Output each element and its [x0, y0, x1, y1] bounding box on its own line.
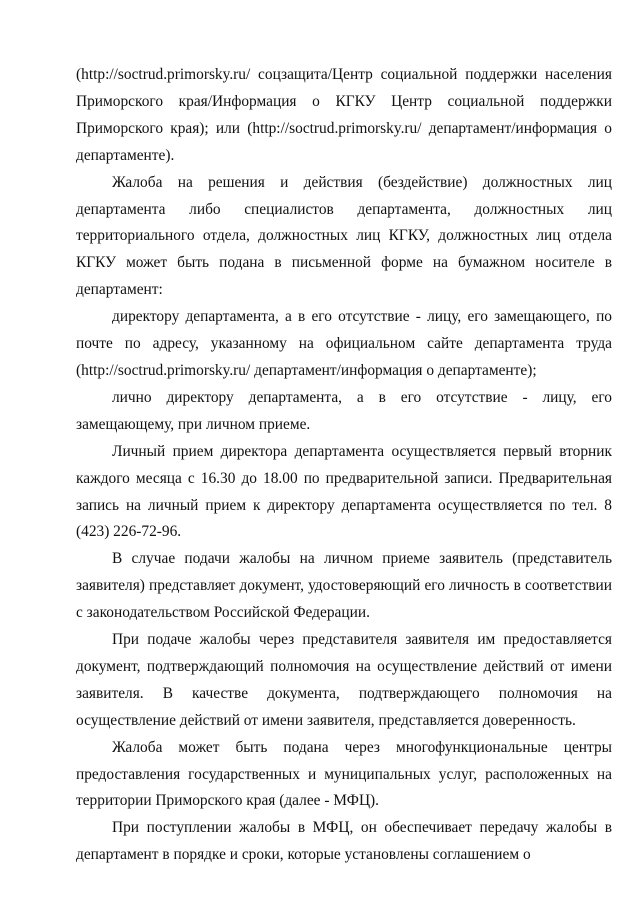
paragraph-mfc-transfer: При поступлении жалобы в МФЦ, он обеспечивает передачу жалобы в департамент в порядке и сроки, которые установлены соглашением о	[76, 819, 612, 864]
paragraph-complaint-written-form: Жалоба на решения и действия (бездействие) должностных лиц департамента либо специалистов департамента, должностных лиц территориального отдела, должностных лиц КГКУ, должностных лиц отдела КГКУ может быть подана в письменной форме на бумажном носителе в департамент:	[76, 173, 612, 299]
paragraph-mfc-submission: Жалоба может быть подана через многофункциональные центры предоставления государственных и муниципальных услуг, расположенных на территории Приморского края (далее - МФЦ).	[76, 738, 612, 810]
paragraph-representative-authority: При подаче жалобы через представителя заявителя им предоставляется документ, подтверждающий полномочия на осуществление действий от имени заявителя. В качестве документа, подтверждающего полномочия на осуществление действий от имени заявителя, представляется доверенность.	[76, 631, 612, 729]
paragraph-identity-document: В случае подачи жалобы на личном приеме заявитель (представитель заявителя) представляет документ, удостоверяющий его личность в соответствии с законодательством Российской Федерации.	[76, 550, 612, 622]
paragraph-reception-schedule: Личный прием директора департамента осуществляется первый вторник каждого месяца с 16.30 до 18.00 по предварительной записи. Предварительная запись на личный прием к директору департамента осуществляется по тел. 8 (423) 226-72-96.	[76, 442, 612, 541]
paragraph-complaint-by-post: директору департамента, а в его отсутствие - лицу, его замещающего, по почте по адресу, указанному на официальном сайте департамента труда (http://soctrud.primorsky.ru/ департамент/информация о департаменте);	[76, 308, 612, 379]
paragraph-complaint-in-person: лично директору департамента, а в его отсутствие - лицу, его замещающему, при личном приеме.	[76, 388, 612, 433]
document-page	[76, 62, 612, 869]
paragraph-website-links: (http://soctrud.primorsky.ru/ соцзащита/Центр социальной поддержки населения Приморского края/Информация о КГКУ Центр социальной поддержки Приморского края); или (http://soctrud.primorsky.ru/ департамент/информация о департаменте).	[76, 66, 612, 164]
